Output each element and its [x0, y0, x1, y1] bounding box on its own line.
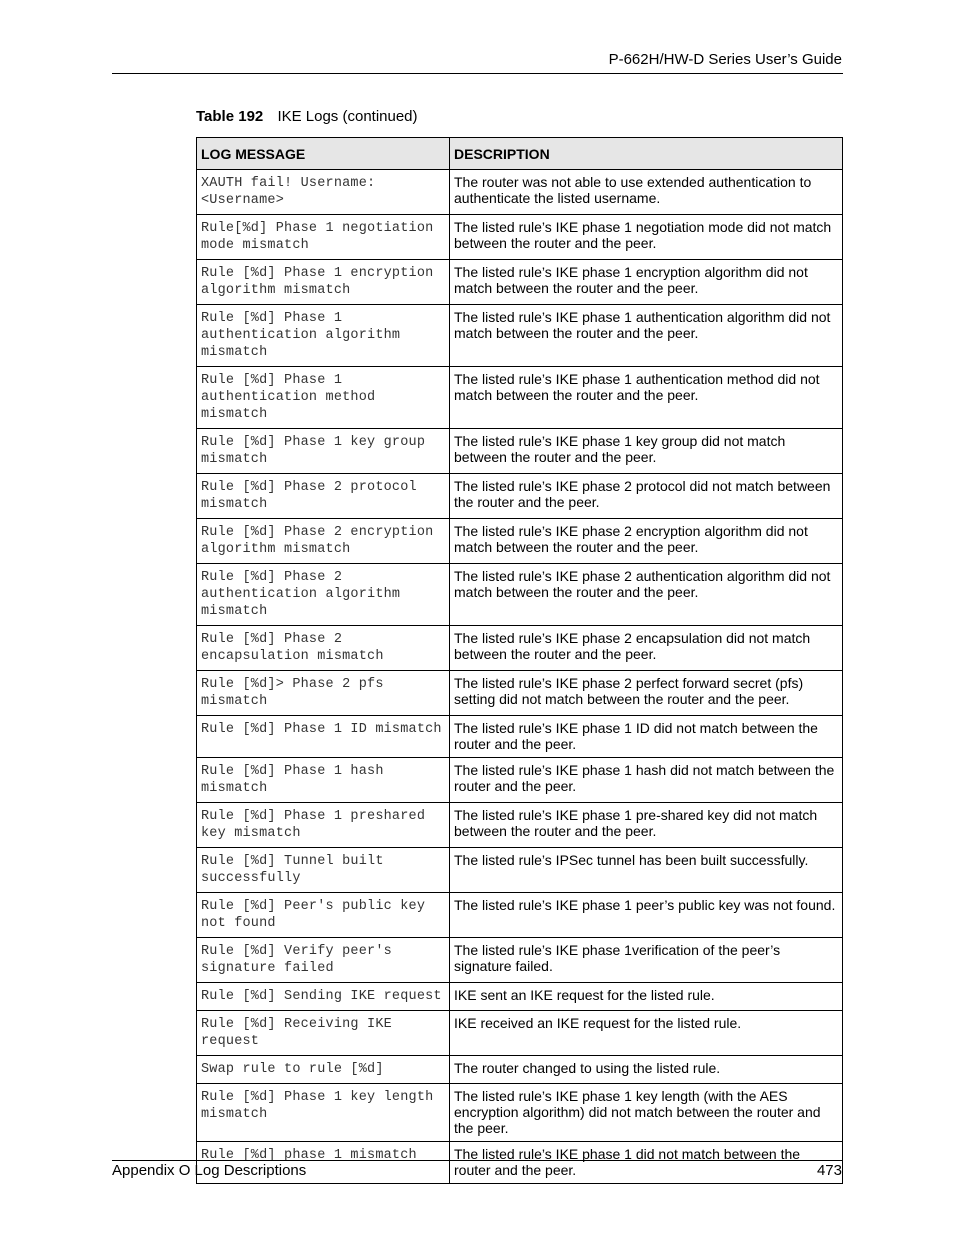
running-header-title: P-662H/HW-D Series User’s Guide	[608, 51, 842, 68]
page-number: 473	[816, 1162, 842, 1179]
description-cell: The listed rule’s IKE phase 1 key length (with the AES encryption algorithm) did not match between the router and the peer.	[450, 1084, 843, 1142]
table-row	[197, 1084, 843, 1142]
log-message-cell: Rule [%d] Phase 1 authentication algorithm mismatch	[197, 305, 450, 367]
table-row	[197, 367, 843, 429]
log-message-cell: Rule [%d] Phase 2 authentication algorithm mismatch	[197, 564, 450, 626]
log-message-cell: Rule [%d] Phase 1 key length mismatch	[197, 1084, 450, 1142]
table-row	[197, 848, 843, 893]
header-divider	[112, 73, 843, 74]
description-cell: The listed rule’s IKE phase 1 pre-shared key did not match between the router and the peer.	[450, 803, 843, 848]
log-message-cell: Swap rule to rule [%d]	[197, 1056, 450, 1084]
column-header-log-message: LOG MESSAGE	[197, 138, 450, 170]
log-message-cell: Rule[%d] Phase 1 negotiation mode mismatch	[197, 215, 450, 260]
footer-divider	[112, 1160, 843, 1161]
description-cell: The router was not able to use extended authentication to authenticate the listed username.	[450, 170, 843, 215]
log-message-cell: Rule [%d] Peer's public key not found	[197, 893, 450, 938]
table-row	[197, 564, 843, 626]
description-cell: The listed rule’s IKE phase 1 negotiation mode did not match between the router and the peer.	[450, 215, 843, 260]
footer-section-title: Appendix O Log Descriptions	[112, 1162, 307, 1179]
table-row	[197, 260, 843, 305]
description-cell: The listed rule’s IKE phase 1 ID did not match between the router and the peer.	[450, 716, 843, 758]
description-cell: The listed rule’s IKE phase 2 authentication algorithm did not match between the router and the peer.	[450, 564, 843, 626]
table-caption-text: IKE Logs (continued)	[277, 108, 418, 125]
description-cell: The listed rule’s IPSec tunnel has been built successfully.	[450, 848, 843, 893]
table-row	[197, 893, 843, 938]
log-message-cell: XAUTH fail! Username: <Username>	[197, 170, 450, 215]
description-cell: The listed rule’s IKE phase 2 perfect forward secret (pfs) setting did not match between the router and the peer.	[450, 671, 843, 716]
description-cell: The listed rule’s IKE phase 2 protocol did not match between the router and the peer.	[450, 474, 843, 519]
table-row	[197, 305, 843, 367]
log-message-cell: Rule [%d] Phase 2 encapsulation mismatch	[197, 626, 450, 671]
table-row	[197, 1056, 843, 1084]
table-row	[197, 429, 843, 474]
table-row	[197, 215, 843, 260]
table-row	[197, 1011, 843, 1056]
log-message-cell: Rule [%d] Phase 1 hash mismatch	[197, 758, 450, 803]
log-message-cell: Rule [%d] Phase 1 ID mismatch	[197, 716, 450, 758]
table-row	[197, 716, 843, 758]
description-cell: The listed rule’s IKE phase 1 authentication method did not match between the router and the peer.	[450, 367, 843, 429]
table-body	[197, 170, 843, 1184]
log-message-cell: Rule [%d] phase 1 mismatch	[197, 1142, 450, 1184]
description-cell: IKE received an IKE request for the listed rule.	[450, 1011, 843, 1056]
description-cell: The listed rule’s IKE phase 1 key group did not match between the router and the peer.	[450, 429, 843, 474]
log-message-cell: Rule [%d] Phase 2 encryption algorithm mismatch	[197, 519, 450, 564]
log-message-cell: Rule [%d] Phase 1 preshared key mismatch	[197, 803, 450, 848]
log-message-cell: Rule [%d] Verify peer's signature failed	[197, 938, 450, 983]
log-message-cell: Rule [%d] Phase 2 protocol mismatch	[197, 474, 450, 519]
description-cell: The listed rule’s IKE phase 2 encryption algorithm did not match between the router and the peer.	[450, 519, 843, 564]
table-caption	[196, 108, 418, 125]
description-cell: The router changed to using the listed rule.	[450, 1056, 843, 1084]
description-cell: IKE sent an IKE request for the listed rule.	[450, 983, 843, 1011]
log-message-cell: Rule [%d] Phase 1 key group mismatch	[197, 429, 450, 474]
column-header-description: DESCRIPTION	[450, 138, 843, 170]
log-message-cell: Rule [%d] Sending IKE request	[197, 983, 450, 1011]
log-message-cell: Rule [%d] Receiving IKE request	[197, 1011, 450, 1056]
log-message-cell: Rule [%d] Tunnel built successfully	[197, 848, 450, 893]
table-row	[197, 671, 843, 716]
table-row	[197, 474, 843, 519]
description-cell: The listed rule’s IKE phase 1 authentication algorithm did not match between the router and the peer.	[450, 305, 843, 367]
description-cell: The listed rule’s IKE phase 1 did not match between the router and the peer.	[450, 1142, 843, 1184]
log-message-cell: Rule [%d] Phase 1 encryption algorithm mismatch	[197, 260, 450, 305]
log-message-cell: Rule [%d] Phase 1 authentication method mismatch	[197, 367, 450, 429]
table-row	[197, 758, 843, 803]
description-cell: The listed rule’s IKE phase 1 encryption algorithm did not match between the router and the peer.	[450, 260, 843, 305]
table-row	[197, 170, 843, 215]
table-row	[197, 626, 843, 671]
table-row	[197, 938, 843, 983]
description-cell: The listed rule’s IKE phase 1 hash did not match between the router and the peer.	[450, 758, 843, 803]
table-row	[197, 983, 843, 1011]
table-row	[197, 519, 843, 564]
ike-logs-table	[196, 137, 843, 1184]
description-cell: The listed rule’s IKE phase 2 encapsulation did not match between the router and the peer.	[450, 626, 843, 671]
table-row	[197, 803, 843, 848]
log-message-cell: Rule [%d]> Phase 2 pfs mismatch	[197, 671, 450, 716]
table-caption-number: Table 192	[196, 108, 264, 125]
description-cell: The listed rule’s IKE phase 1verification of the peer’s signature failed.	[450, 938, 843, 983]
description-cell: The listed rule’s IKE phase 1 peer’s public key was not found.	[450, 893, 843, 938]
table-header-row	[197, 138, 843, 170]
